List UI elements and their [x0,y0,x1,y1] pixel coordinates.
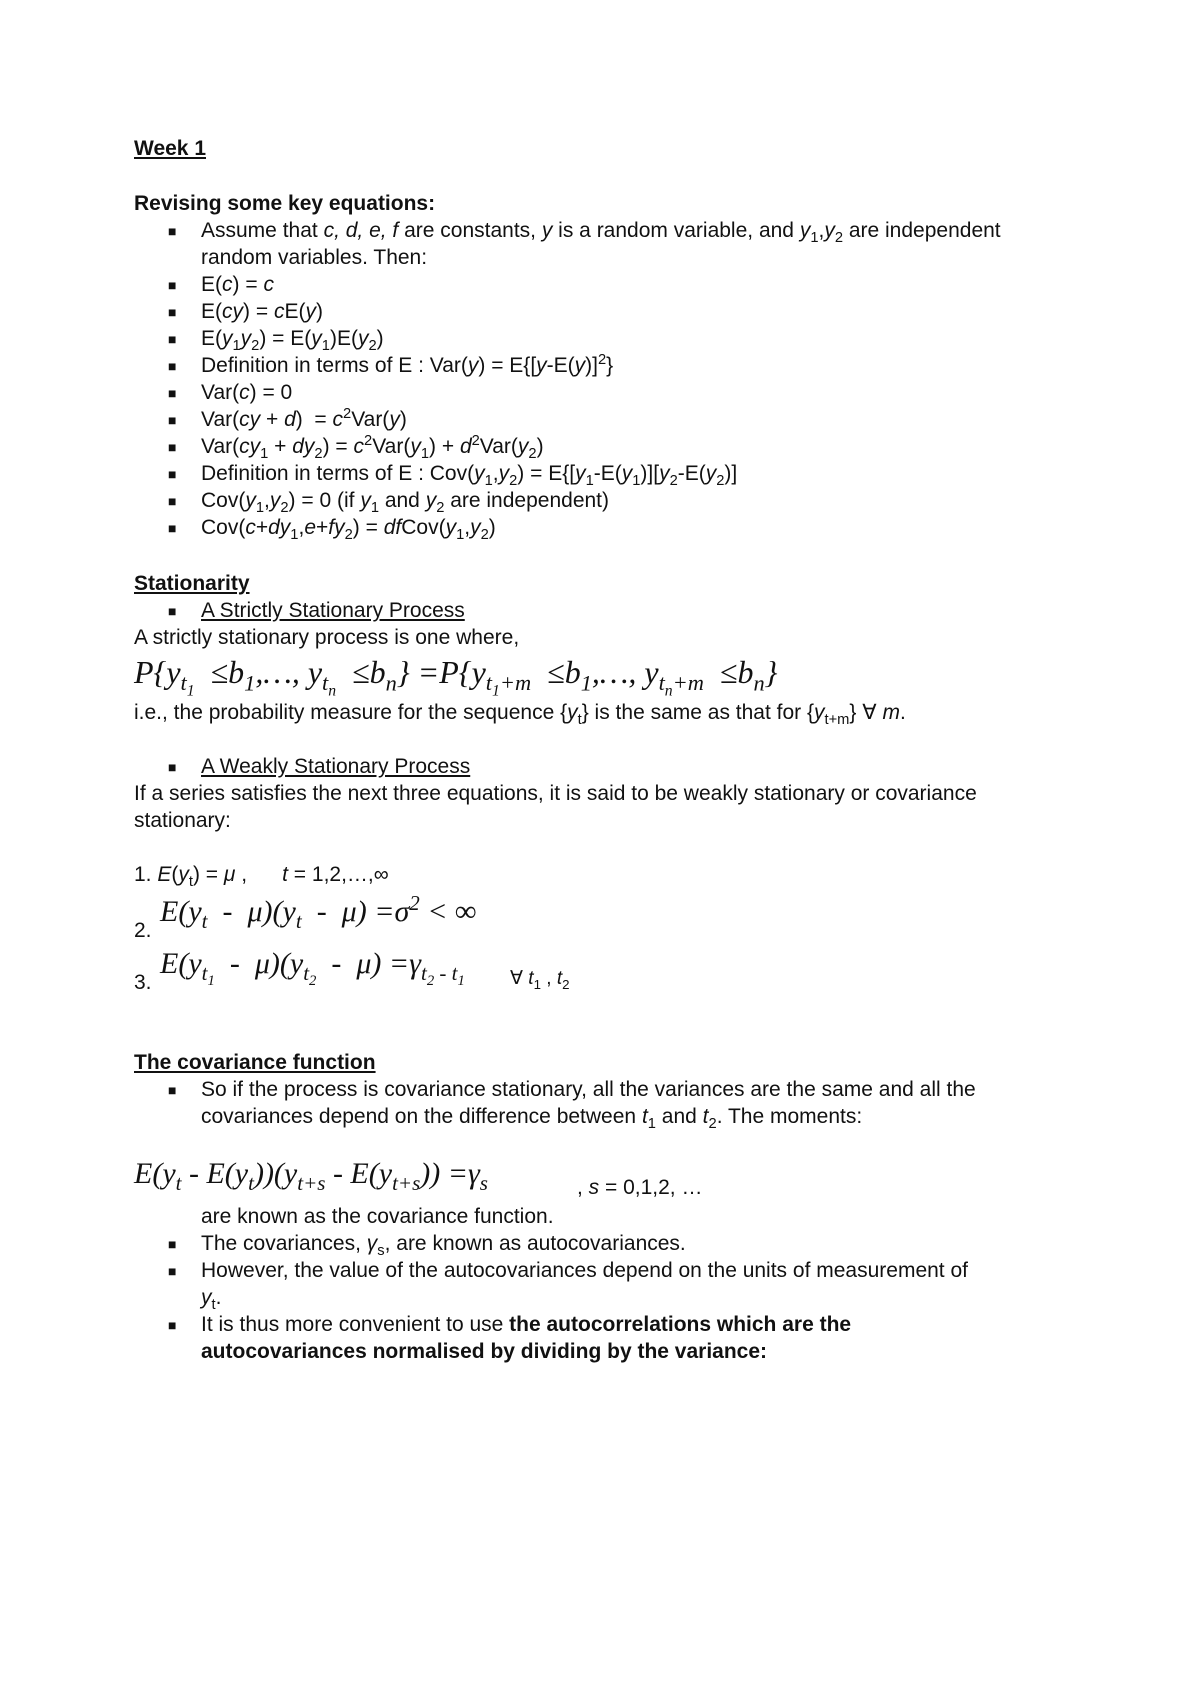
equation-3: $E(y_{t_1} - \mu)(y_{t_2} - \mu) =\gamma_{t_2 - t_1}$ [160,947,465,990]
bullet-icon: ■ [168,223,177,239]
list-item: E(cy) = cE(y) [201,300,323,323]
bullet-icon: ■ [168,358,177,374]
list-item: $Cov(y_1,y_2) = 0$ (if $y_1$ and $y_2$ are independent) [201,489,610,517]
list-item: E(c) = c [201,273,274,296]
list-item: $Var(cy_1 + dy_2) = c^2Var(y_1) + d^2Var(y_2)$ [201,433,544,463]
bullet-icon: ■ [168,759,177,775]
list-item: Assume that c, d, e, f are constants, y is a random variable, and $y_1,y_2$ are independent [201,219,1001,247]
list-item: It is thus more convenient to use the autocorrelations which are the [201,1313,852,1336]
bullet-icon: ■ [168,412,177,428]
bullet-icon: ■ [168,1082,177,1098]
page-title: Week 1 [134,137,206,160]
equation-2-number: 2. [134,919,152,942]
list-item: $y_t$. [201,1286,222,1314]
list-item: Definition in terms of E : $Var(y) = E\{[y-E(y)]^2\}$ [201,352,614,377]
bullet-icon: ■ [168,466,177,482]
bullet-icon: ■ [168,439,177,455]
bullet-icon: ■ [168,1236,177,1252]
equation-3-condition: ∀ $t_1$ , $t_2$ [510,968,570,992]
list-item: So if the process is covariance stationary, all the variances are the same and all the [201,1078,976,1101]
covariance-known: are known as the covariance function. [201,1205,554,1228]
bullet-icon: ■ [168,493,177,509]
strict-intro: A strictly stationary process is one where, [134,626,520,649]
revising-heading: Revising some key equations: [134,192,436,215]
covariance-formula-condition: , s = 0,1,2, … [577,1176,703,1199]
list-item: Var(c) = 0 [201,381,293,404]
list-item: covariances depend on the difference between $t_1$ and $t_2$. The moments: [201,1105,863,1133]
weak-title: A Weakly Stationary Process [201,755,471,778]
list-item: random variables. Then: [201,246,428,269]
strict-ie: i.e., the probability measure for the sequence $\{y_t\}$ is the same as that for $\{y_{t+m}\}$ ∀ m. [134,701,906,729]
list-item: autocovariances normalised by dividing by the variance: [201,1340,768,1363]
list-item: $E(y_1y_2) = E(y_1)E(y_2)$ [201,327,384,355]
weak-text: stationary: [134,809,231,832]
bullet-icon: ■ [168,277,177,293]
bullet-icon: ■ [168,520,177,536]
strict-title: A Strictly Stationary Process [201,599,465,622]
stationarity-heading: Stationarity [134,572,250,595]
list-item: However, the value of the autocovariances depend on the units of measurement of [201,1259,968,1282]
list-item: The covariances, $\gamma_s$, are known as autocovariances. [201,1232,686,1260]
covariance-heading: The covariance function [134,1051,376,1074]
bullet-icon: ■ [168,304,177,320]
covariance-formula: $E(y_t - E(y_t))(y_{t+s} - E(y_{t+s})) =\gamma_s$ [134,1157,488,1195]
strict-formula: $P\{y_{t_1}$ $\le b_1,\dots$, $y_{t_n} \le b_n\} =P\{y_{t_1+m}$ $\le b_1,\dots$, $y_{t_n+m} \le b_n$} [134,654,778,700]
bullet-icon: ■ [168,1317,177,1333]
bullet-icon: ■ [168,603,177,619]
bullet-icon: ■ [168,1263,177,1279]
equation-1: 1. $E(y_t) = \mu$ , t = 1,2,…,∞ [134,863,389,891]
list-item: Definition in terms of E : $Cov(y_1,y_2) = E\{[y_1-E(y_1)][y_2-E(y_2)]$ [201,462,738,490]
weak-text: If a series satisfies the next three equations, it is said to be weakly stationary or covariance [134,782,977,805]
bullet-icon: ■ [168,385,177,401]
equation-3-number: 3. [134,971,152,994]
list-item: $Var(cy + d) = c^2Var(y)$ [201,406,407,431]
equation-2: $E(y_t - \mu)(y_t - \mu) =\sigma^2$ < ∞ [160,891,477,933]
bullet-icon: ■ [168,331,177,347]
list-item: $Cov(c+dy_1,e+fy_2)$ = $dfCov(y_1,y_2)$ [201,516,496,544]
